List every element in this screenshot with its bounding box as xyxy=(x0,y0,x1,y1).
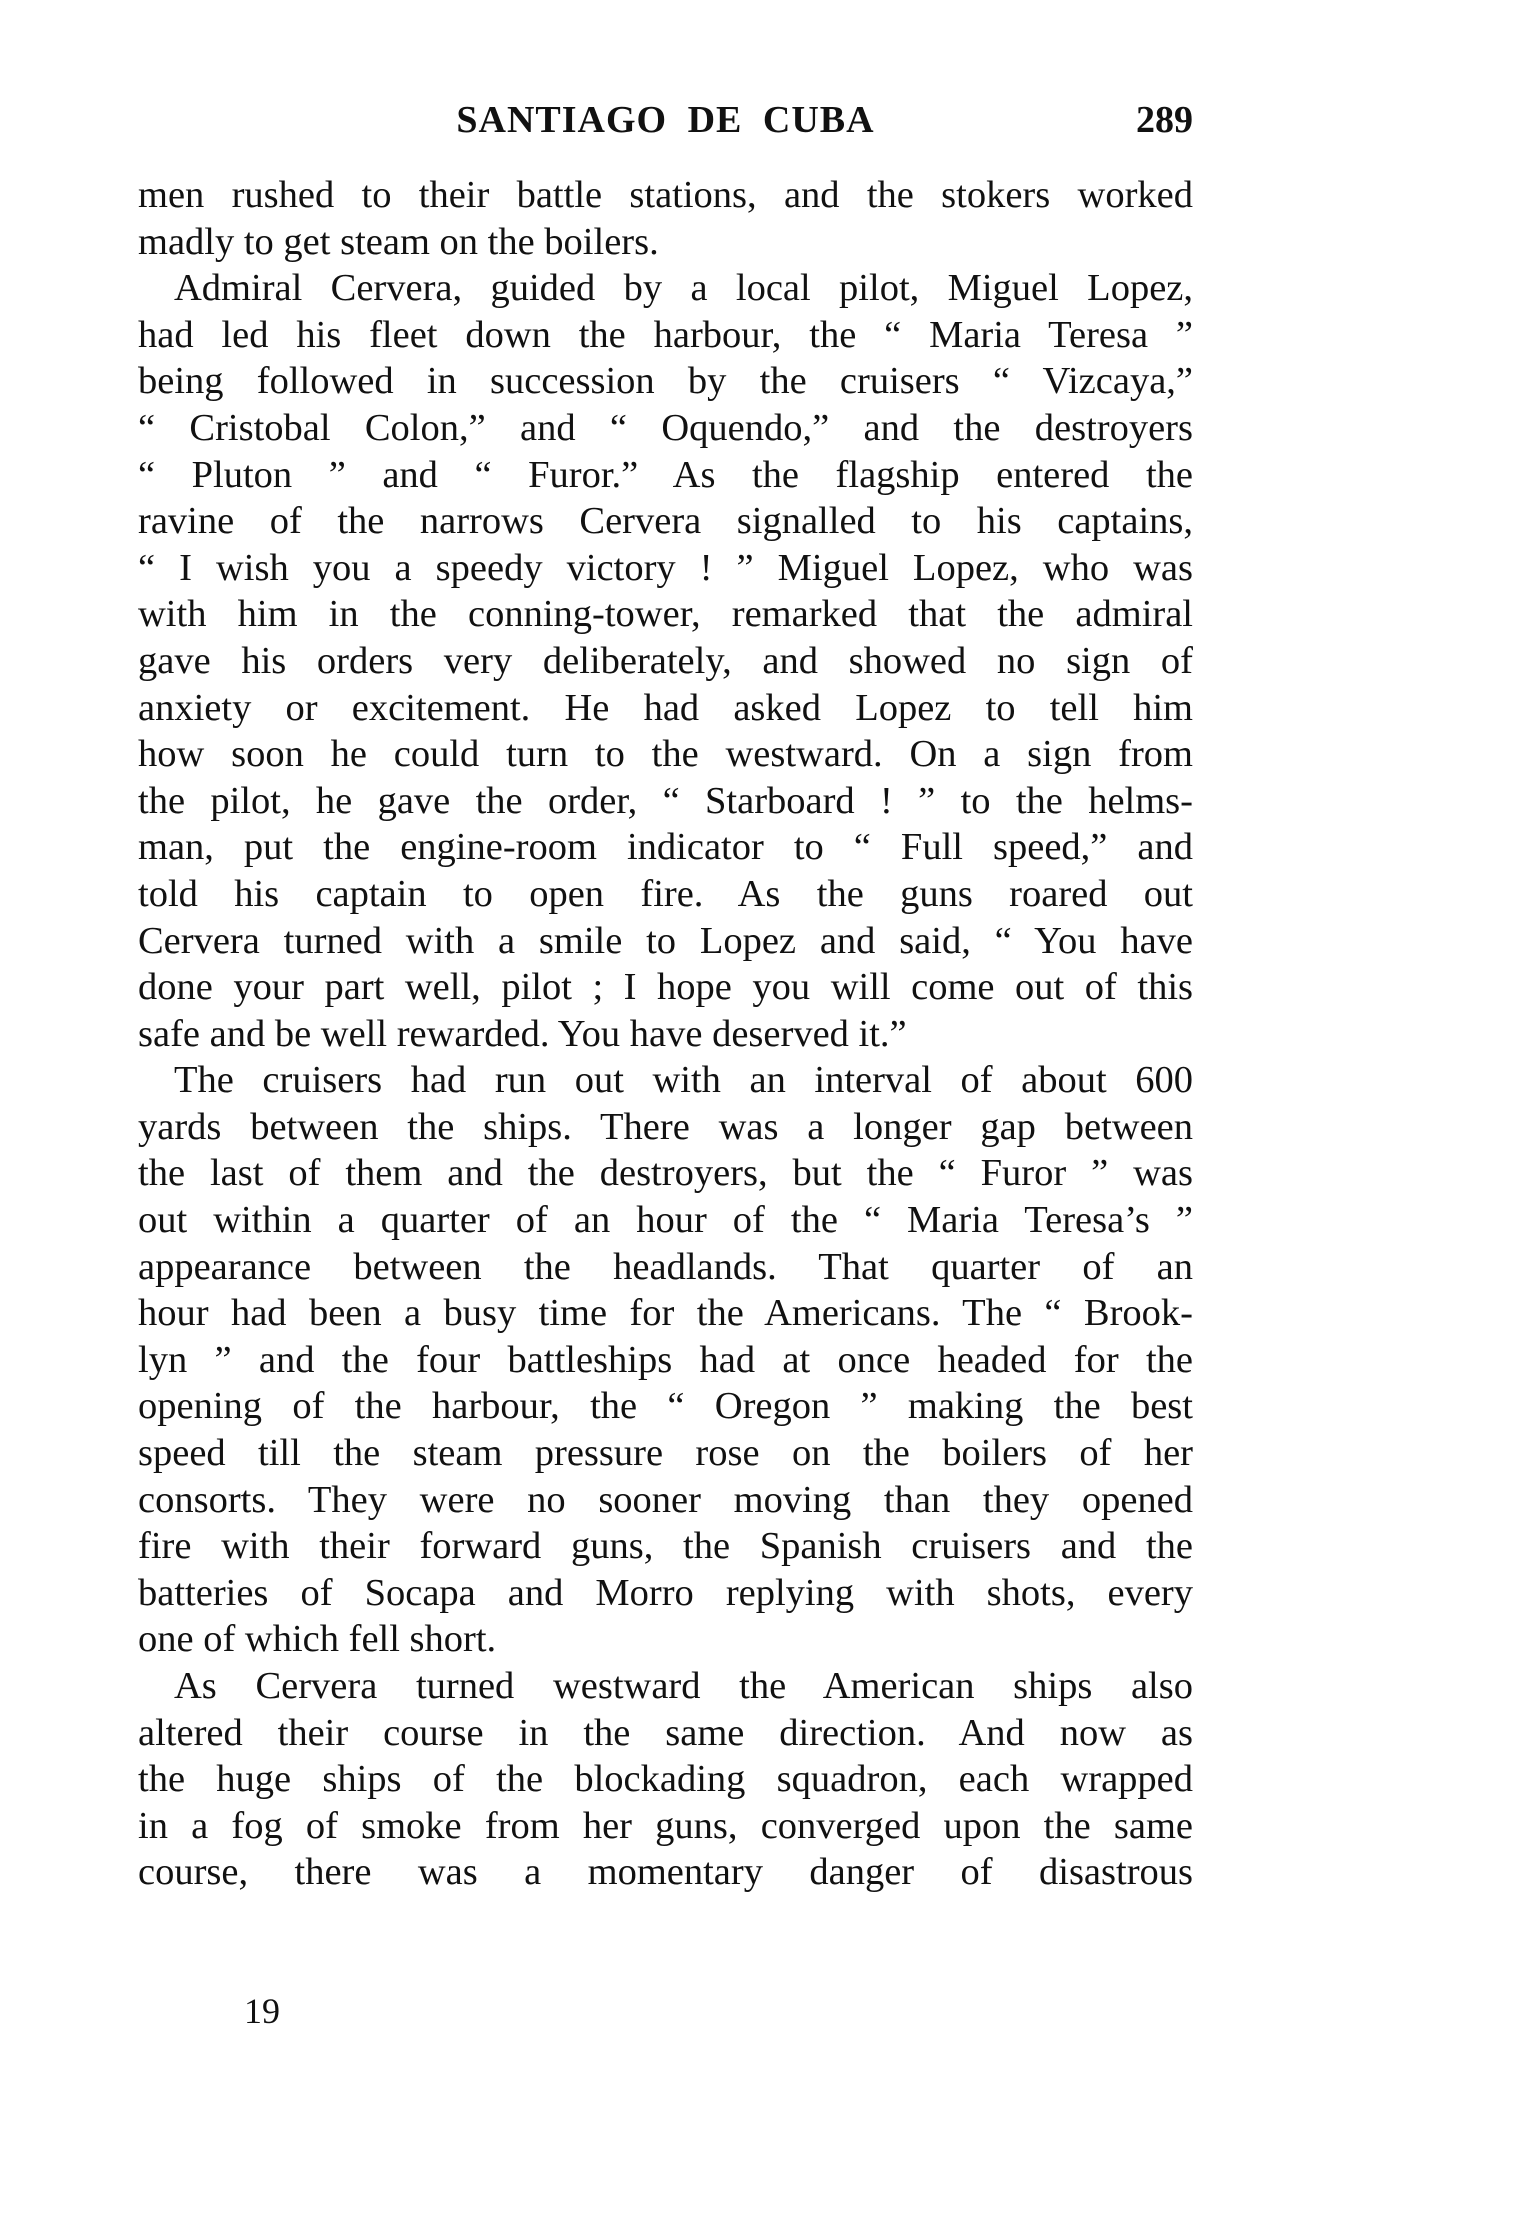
running-title: SANTIAGO DE CUBA xyxy=(456,99,875,141)
text-line: one of which fell short. xyxy=(138,1618,497,1661)
paragraph-4 xyxy=(138,1663,1193,1896)
text-line: altered their course in the same direction. And now as xyxy=(138,1711,1193,1754)
text-line: Admiral Cervera, guided by a local pilot, Miguel Lopez, xyxy=(174,267,1193,310)
page-number: 289 xyxy=(1136,99,1193,141)
text-line: hour had been a busy time for the Americans. The “ Brook- xyxy=(138,1292,1193,1335)
text-line: speed till the steam pressure rose on the boilers of her xyxy=(138,1432,1193,1475)
paragraph-3 xyxy=(138,1057,1193,1663)
text-line: The cruisers had run out with an interval of about 600 xyxy=(174,1059,1193,1102)
text-line: course, there was a momentary danger of disastrous xyxy=(138,1851,1193,1894)
text-line: madly to get steam on the boilers. xyxy=(138,220,659,263)
text-line: men rushed to their battle stations, and the stokers worked xyxy=(138,174,1193,216)
text-line: man, put the engine-room indicator to “ Full speed,” and xyxy=(138,826,1193,869)
text-line: consorts. They were no sooner moving than they opened xyxy=(138,1478,1193,1521)
text-line: yards between the ships. There was a longer gap between xyxy=(138,1105,1193,1148)
text-line: gave his orders very deliberately, and showed no sign of xyxy=(138,639,1193,682)
text-line: ravine of the narrows Cervera signalled to his captains, xyxy=(138,500,1193,543)
text-line: the last of them and the destroyers, but the “ Furor ” was xyxy=(138,1152,1193,1195)
text-line: lyn ” and the four battleships had at once headed for the xyxy=(138,1338,1193,1381)
text-line: safe and be well rewarded. You have deserved it.” xyxy=(138,1012,907,1055)
text-line: being followed in succession by the cruisers “ Vizcaya,” xyxy=(138,360,1193,403)
text-line: batteries of Socapa and Morro replying with shots, every xyxy=(138,1571,1193,1614)
text-line: appearance between the headlands. That quarter of an xyxy=(138,1245,1193,1288)
text-line: “ Cristobal Colon,” and “ Oquendo,” and the destroyers xyxy=(138,406,1193,449)
text-line: anxiety or excitement. He had asked Lopez to tell him xyxy=(138,686,1193,729)
text-line: done your part well, pilot ; I hope you will come out of this xyxy=(138,966,1193,1009)
body-text xyxy=(138,172,1193,1896)
text-line: “ I wish you a speedy victory ! ” Miguel Lopez, who was xyxy=(138,546,1193,589)
text-line: “ Pluton ” and “ Furor.” As the flagship entered the xyxy=(138,453,1193,496)
text-line: Cervera turned with a smile to Lopez and said, “ You have xyxy=(138,919,1193,962)
text-line: out within a quarter of an hour of the “ Maria Teresa’s ” xyxy=(138,1199,1193,1242)
text-line: fire with their forward guns, the Spanish cruisers and the xyxy=(138,1525,1193,1568)
text-line: how soon he could turn to the westward. On a sign from xyxy=(138,733,1193,776)
paragraph-2 xyxy=(138,265,1193,1057)
text-line: the huge ships of the blockading squadron, each wrapped xyxy=(138,1758,1193,1801)
running-head xyxy=(138,98,1193,158)
text-line: the pilot, he gave the order, “ Starboard ! ” to the helms- xyxy=(138,779,1193,822)
text-line: had led his fleet down the harbour, the “ Maria Teresa ” xyxy=(138,313,1193,356)
text-line: with him in the conning-tower, remarked that the admiral xyxy=(138,593,1193,636)
signature-mark: 19 xyxy=(244,1991,280,2031)
text-line: As Cervera turned westward the American ships also xyxy=(174,1665,1193,1707)
paragraph-1 xyxy=(138,172,1193,265)
text-line: in a fog of smoke from her guns, converged upon the same xyxy=(138,1804,1193,1847)
text-line: told his captain to open fire. As the guns roared out xyxy=(138,872,1193,915)
text-line: opening of the harbour, the “ Oregon ” making the best xyxy=(138,1385,1193,1428)
